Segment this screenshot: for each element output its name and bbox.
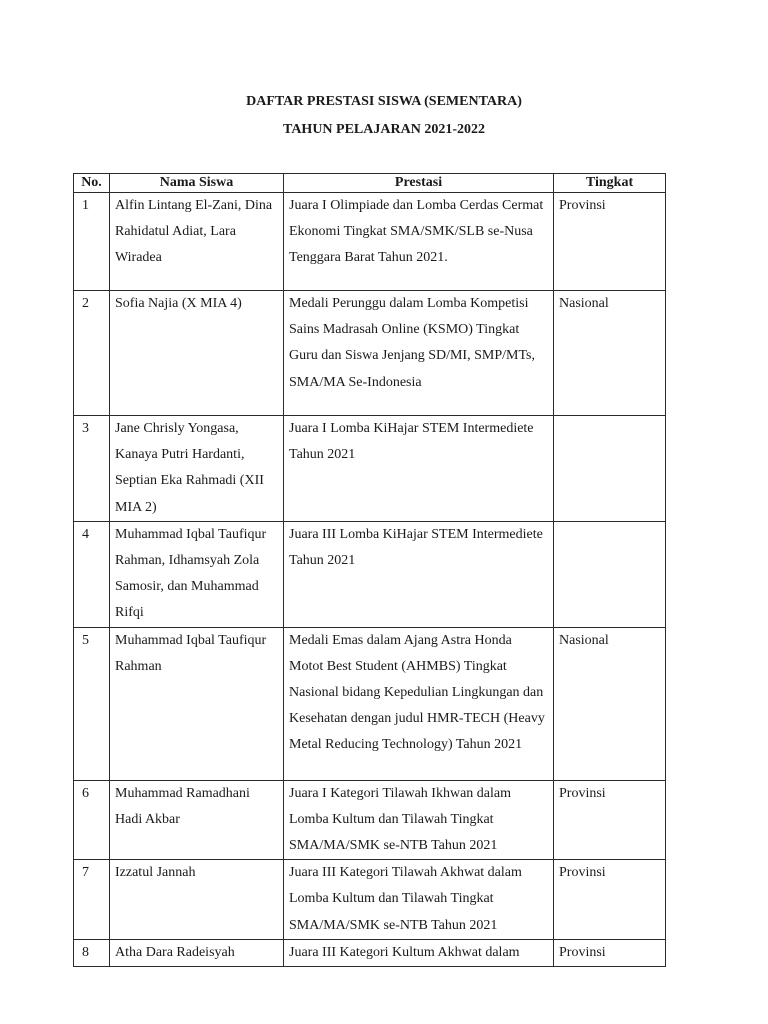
row-nama: Atha Dara Radeisyah	[110, 939, 284, 966]
row-tingkat: Provinsi	[554, 860, 666, 940]
row-tingkat: Provinsi	[554, 939, 666, 966]
row-tingkat: Provinsi	[554, 780, 666, 860]
row-no: 6	[74, 780, 110, 860]
row-no: 5	[74, 627, 110, 780]
table-row	[74, 860, 666, 940]
row-prestasi: Juara III Kategori Tilawah Akhwat dalam Lomba Kultum dan Tilawah Tingkat SMA/MA/SMK se-NTB Tahun 2021	[284, 860, 554, 940]
achievement-table	[73, 173, 666, 967]
row-tingkat	[554, 521, 666, 627]
row-prestasi: Juara I Lomba KiHajar STEM Intermediete Tahun 2021	[284, 416, 554, 522]
header-prestasi: Prestasi	[284, 174, 554, 193]
row-nama: Izzatul Jannah	[110, 860, 284, 940]
document-subtitle: TAHUN PELAJARAN 2021-2022	[283, 122, 485, 137]
table-row	[74, 939, 666, 966]
row-no: 4	[74, 521, 110, 627]
row-prestasi: Juara III Lomba KiHajar STEM Intermediete Tahun 2021	[284, 521, 554, 627]
row-nama: Alfin Lintang El-Zani, Dina Rahidatul Adiat, Lara Wiradea	[110, 193, 284, 291]
header-tingkat: Tingkat	[554, 174, 666, 193]
row-tingkat: Provinsi	[554, 193, 666, 291]
row-no: 7	[74, 860, 110, 940]
row-prestasi: Juara I Kategori Tilawah Ikhwan dalam Lomba Kultum dan Tilawah Tingkat SMA/MA/SMK se-NTB Tahun 2021	[284, 780, 554, 860]
row-no: 1	[74, 193, 110, 291]
row-tingkat: Nasional	[554, 291, 666, 416]
document-title: DAFTAR PRESTASI SISWA (SEMENTARA)	[246, 94, 522, 109]
row-prestasi: Medali Perunggu dalam Lomba Kompetisi Sains Madrasah Online (KSMO) Tingkat Guru dan Siswa Jenjang SD/MI, SMP/MTs, SMA/MA Se-Indonesia	[284, 291, 554, 416]
table-row	[74, 521, 666, 627]
header-no: No.	[74, 174, 110, 193]
table-row	[74, 193, 666, 291]
row-no: 8	[74, 939, 110, 966]
row-prestasi: Juara III Kategori Kultum Akhwat dalam	[284, 939, 554, 966]
row-prestasi: Juara I Olimpiade dan Lomba Cerdas Cermat Ekonomi Tingkat SMA/SMK/SLB se-Nusa Tenggara Barat Tahun 2021.	[284, 193, 554, 291]
table-row	[74, 780, 666, 860]
row-tingkat: Nasional	[554, 627, 666, 780]
row-prestasi: Medali Emas dalam Ajang Astra Honda Motot Best Student (AHMBS) Tingkat Nasional bidang Kepedulian Lingkungan dan Kesehatan dengan judul HMR-TECH (Heavy Metal Reducing Technology) Tahun 2021	[284, 627, 554, 780]
row-no: 2	[74, 291, 110, 416]
row-nama: Sofia Najia (X MIA 4)	[110, 291, 284, 416]
row-nama: Muhammad Ramadhani Hadi Akbar	[110, 780, 284, 860]
row-tingkat	[554, 416, 666, 522]
row-nama: Muhammad Iqbal Taufiqur Rahman	[110, 627, 284, 780]
row-nama: Jane Chrisly Yongasa, Kanaya Putri Hardanti, Septian Eka Rahmadi (XII MIA 2)	[110, 416, 284, 522]
table-row	[74, 416, 666, 522]
header-nama-siswa: Nama Siswa	[110, 174, 284, 193]
table-row	[74, 627, 666, 780]
table-row	[74, 291, 666, 416]
table-header-row	[74, 174, 666, 193]
row-nama: Muhammad Iqbal Taufiqur Rahman, Idhamsyah Zola Samosir, dan Muhammad Rifqi	[110, 521, 284, 627]
row-no: 3	[74, 416, 110, 522]
